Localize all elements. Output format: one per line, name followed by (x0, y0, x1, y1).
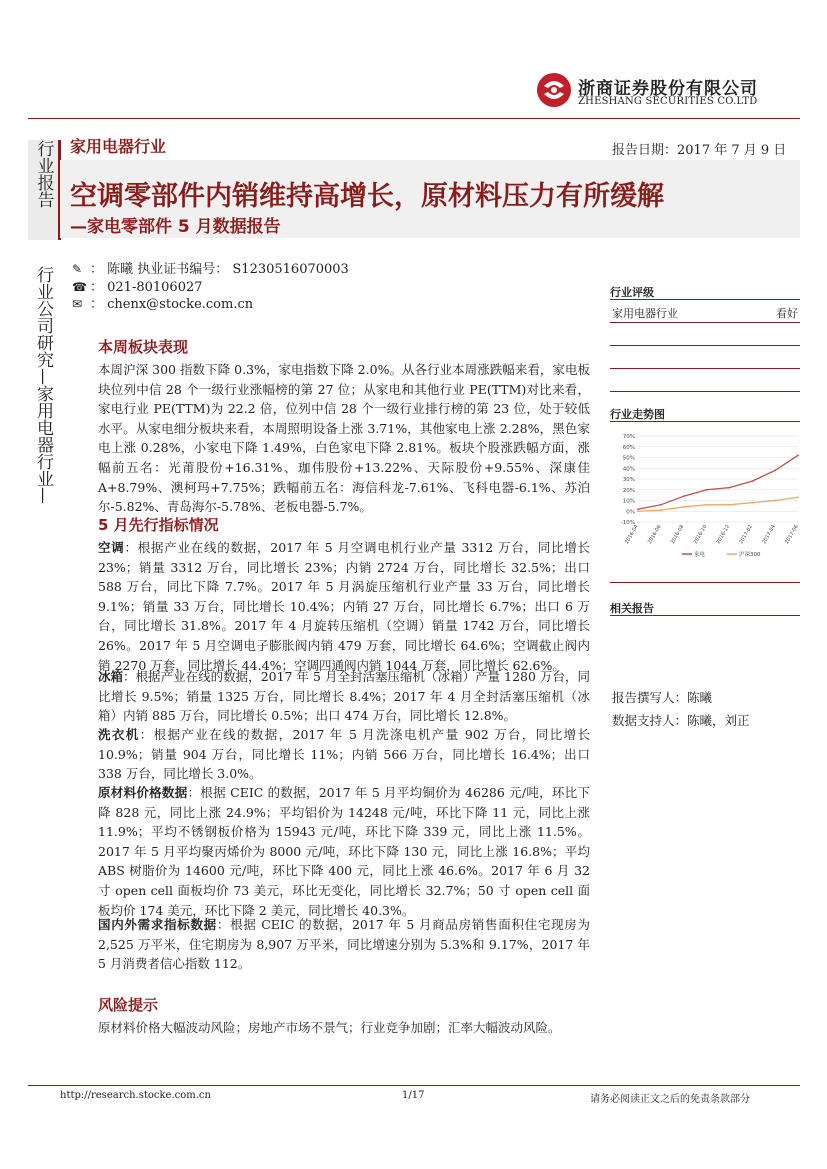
risk-paragraph: 原材料价格大幅波动风险；房地产市场不景气；行业竞争加剧；汇率大幅波动风险。 (98, 1020, 561, 1035)
rating-value: 看好 (776, 307, 798, 320)
section-title-leading: 5 月先行指标情况 (98, 516, 219, 534)
chart-point (751, 502, 753, 504)
fridge-label: 冰箱 (98, 669, 124, 684)
chart-x-tick-label: 2016-06 (646, 524, 663, 546)
chart-legend (682, 550, 761, 558)
company-logo-icon (536, 72, 572, 108)
rating-rule-5 (610, 391, 800, 392)
demand-paragraph: 国内外需求指标数据：根据 CEIC 的数据，2017 年 5 月商品房销售面积住宅现房为 2,525 万平米，住宅期房为 8,907 万平米，同比增速分别为 5.3%和 9.17%，2017 年 5 月消费者信心指数 112。 (98, 917, 590, 972)
section-title-risk: 风险提示 (98, 996, 159, 1014)
trend-chart (612, 430, 802, 560)
chart-x-tick-label: 2016-10 (692, 524, 709, 546)
rating-rule-4 (610, 368, 800, 369)
page-number: 1/17 (402, 1090, 425, 1101)
author-line: 报告撰写人：陈曦 (612, 690, 713, 705)
chart-y-tick-label: 50% (622, 455, 635, 462)
chart-x-tick-label: 2016-12 (715, 524, 732, 546)
rating-industry: 家用电器行业 (612, 307, 678, 320)
related-title: 相关报告 (610, 602, 654, 615)
rating-rule (610, 299, 800, 300)
analyst-email-line[interactable]: ✉ ： chenx@stocke.com.cn (72, 297, 254, 312)
raw-material-label: 原材料价格数据 (98, 785, 188, 800)
chart-point (683, 506, 685, 508)
demand-label: 国内外需求指标数据 (98, 917, 217, 932)
chart-legend-label: 家电 (694, 552, 706, 558)
rating-rule-3 (610, 345, 800, 346)
chart-point (774, 470, 776, 472)
industry-title: 家用电器行业 (70, 137, 167, 156)
company-logo (536, 72, 776, 112)
chart-y-tick-label: 20% (622, 487, 635, 494)
chart-point (637, 510, 639, 512)
chart-point (706, 489, 708, 491)
ac-paragraph: 空调：根据产业在线的数据，2017 年 5 月空调电机行业产量 3312 万台，同比增长 23%；销量 3312 万台，同比增长 23%；内销 2724 万台，同比增长 32.5%；出口 588 万台，同比下降 7.7%。2017 年 5 月涡旋压缩机行业产量 33 万台，同比增长 9.1%；销量 33 万台，同比增长 10.4%；内销 27 万台，同比增长 6.7%；出口 6 万台，同比增长 31.8%。2017 年 4 月旋转压缩机（空调）销量 1742 万台，同比增长 26%。2017 年 5 月空调电子膨胀阀内销 479 万套，同比增长 64.6%；空调截止阀内销 2270 万套，同比增长 44.4%；空调四通阀内销 1044 万套，同比增长 62.6%。 (98, 540, 590, 673)
chart-x-tick-label: 2016-08 (669, 524, 686, 546)
washer-paragraph: 洗衣机：根据产业在线的数据，2017 年 5 月洗涤电机产量 902 万台，同比增长 10.9%；销量 904 万台，同比增长 11%；内销 566 万台，同比增长 16.4%；出口 338 万台，同比增长 3.0%。 (98, 727, 590, 782)
sub-title: —家电零部件 5 月数据报告 (70, 217, 281, 237)
header-divider (28, 118, 800, 119)
report-date: 报告日期：2017 年 7 月 9 日 (612, 143, 787, 158)
chart-y-tick-label: 40% (622, 466, 635, 473)
chart-y-axis (621, 434, 635, 526)
chart-x-tick-label: 2016-04 (624, 524, 640, 546)
chart-point (660, 504, 662, 506)
ac-label: 空调 (98, 540, 125, 555)
chart-grid (638, 436, 798, 522)
chart-point (683, 495, 685, 497)
chart-point (797, 496, 799, 498)
pen-icon: ✎ (72, 262, 83, 276)
footer-disclaimer: 请务必阅读正文之后的免责条款部分 (590, 1094, 750, 1105)
analyst-name-line: ✎ ： 陈曦 执业证书编号： S1230516070003 (72, 262, 349, 277)
chart-y-tick-label: 10% (622, 498, 635, 505)
phone-icon: ☎ (72, 280, 87, 294)
chart-y-tick-label: -10% (620, 520, 635, 526)
support-line: 数据支持人：陈曦，刘正 (612, 713, 750, 728)
chart-x-axis (624, 524, 800, 545)
chart-point (729, 504, 731, 506)
washer-label: 洗衣机 (98, 727, 140, 742)
chart-point (637, 508, 639, 510)
chart-x-tick-label: 2017-02 (738, 524, 755, 546)
side-label-report-type: 行业报告 (28, 140, 61, 240)
raw-material-paragraph: 原材料价格数据：根据 CEIC 的数据，2017 年 5 月平均铜价为 46286 元/吨，环比下降 828 元，同比上涨 24.9%；平均铝价为 14248 元/吨，环比下降 11 元，同比上涨 11.9%；平均不锈钢板价格为 15943 元/吨，环比下降 339 元，同比上涨 11.5%。2017 年 5 月平均聚丙烯价为 8000 元/吨，环比下降 130 元，同比上涨 16.8%；平均 ABS 树脂价为 14600 元/吨，环比下降 400 元，同比上涨 46.6%。2017 年 6 月 32 寸 open cell 面板均价 73 美元，环比无变化，同比增长 32.7%；50 寸 open cell 面板均价 174 美元，环比下降 2 美元，同比增长 40.3%。 (98, 785, 590, 918)
trend-title: 行业走势图 (610, 408, 665, 421)
trend-rule (610, 421, 800, 422)
chart-y-tick-label: 0% (626, 509, 635, 516)
chart-legend-label: 沪深300 (739, 552, 761, 558)
chart-x-tick-label: 2017-06 (784, 524, 800, 546)
chart-x-tick-label: 2017-04 (761, 524, 777, 546)
fridge-paragraph: 冰箱：根据产业在线的数据，2017 年 5 月全封活塞压缩机（冰箱）产量 1280 万台，同比增长 9.5%；销量 1325 万台，同比增长 8.4%；2017 年 4 月全封活塞压缩机（冰箱）内销 885 万台，同比增长 0.5%；出口 474 万台，同比增长 12.8%。 (98, 669, 590, 724)
rating-title: 行业评级 (610, 286, 654, 299)
weekly-paragraph: 本周沪深 300 指数下降 0.3%，家电指数下降 2.0%。从各行业本周涨跌幅来看，家电板块位列中信 28 个一级行业涨幅榜的第 27 位；从家电和其他行业 PE(TTM)对比来看，家电行业 PE(TTM)为 22.2 倍，位列中信 28 个一级行业排行榜的第 23 位，处于较低水平。从家电细分板块来看，本周照明设备上涨 3.71%，其他家电上涨 2.28%，黑色家电上涨 0.28%，小家电下降 1.49%，白色家电下降 2.81%。板块个股涨跌幅方面，涨幅前五名：光莆股份+16.31%、珈伟股份+13.22%、天际股份+9.55%、深康佳 A+8.79%、澳柯玛+7.75%；跌幅前五名：海信科龙-7.61%、飞科电器-6.1%、苏泊尔-5.82%、青岛海尔-5.78%、老板电器-5.7%。 (98, 362, 590, 515)
chart-point (660, 509, 662, 511)
chart-point (706, 504, 708, 506)
chart-y-tick-label: 30% (622, 477, 635, 483)
footer-divider (28, 1085, 800, 1086)
mail-icon: ✉ (72, 297, 83, 311)
chart-point (797, 454, 799, 456)
chart-point (729, 487, 731, 489)
chart-series (637, 454, 799, 512)
company-name-en: ZHESHANG SECURITIES CO.LTD (578, 96, 758, 107)
section-title-weekly: 本周板块表现 (98, 338, 189, 356)
chart-y-tick-label: 60% (622, 444, 635, 451)
main-title: 空调零部件内销维持高增长，原材料压力有所缓解 (70, 181, 664, 212)
chart-y-tick-label: 70% (622, 434, 635, 440)
footer-url[interactable]: http://research.stocke.com.cn (60, 1090, 211, 1101)
analyst-phone-line: ☎ ： 021-80106027 (72, 280, 203, 295)
related-rule (610, 615, 800, 616)
trend-bottom-rule (610, 582, 800, 583)
chart-point (751, 480, 753, 482)
rating-row (612, 305, 800, 321)
side-label-category: 行业公司研究—家用电器行业— (33, 266, 53, 504)
chart-point (774, 500, 776, 502)
company-name-cn: 浙商证券股份有限公司 (578, 79, 758, 99)
rating-rule-2 (610, 322, 800, 323)
